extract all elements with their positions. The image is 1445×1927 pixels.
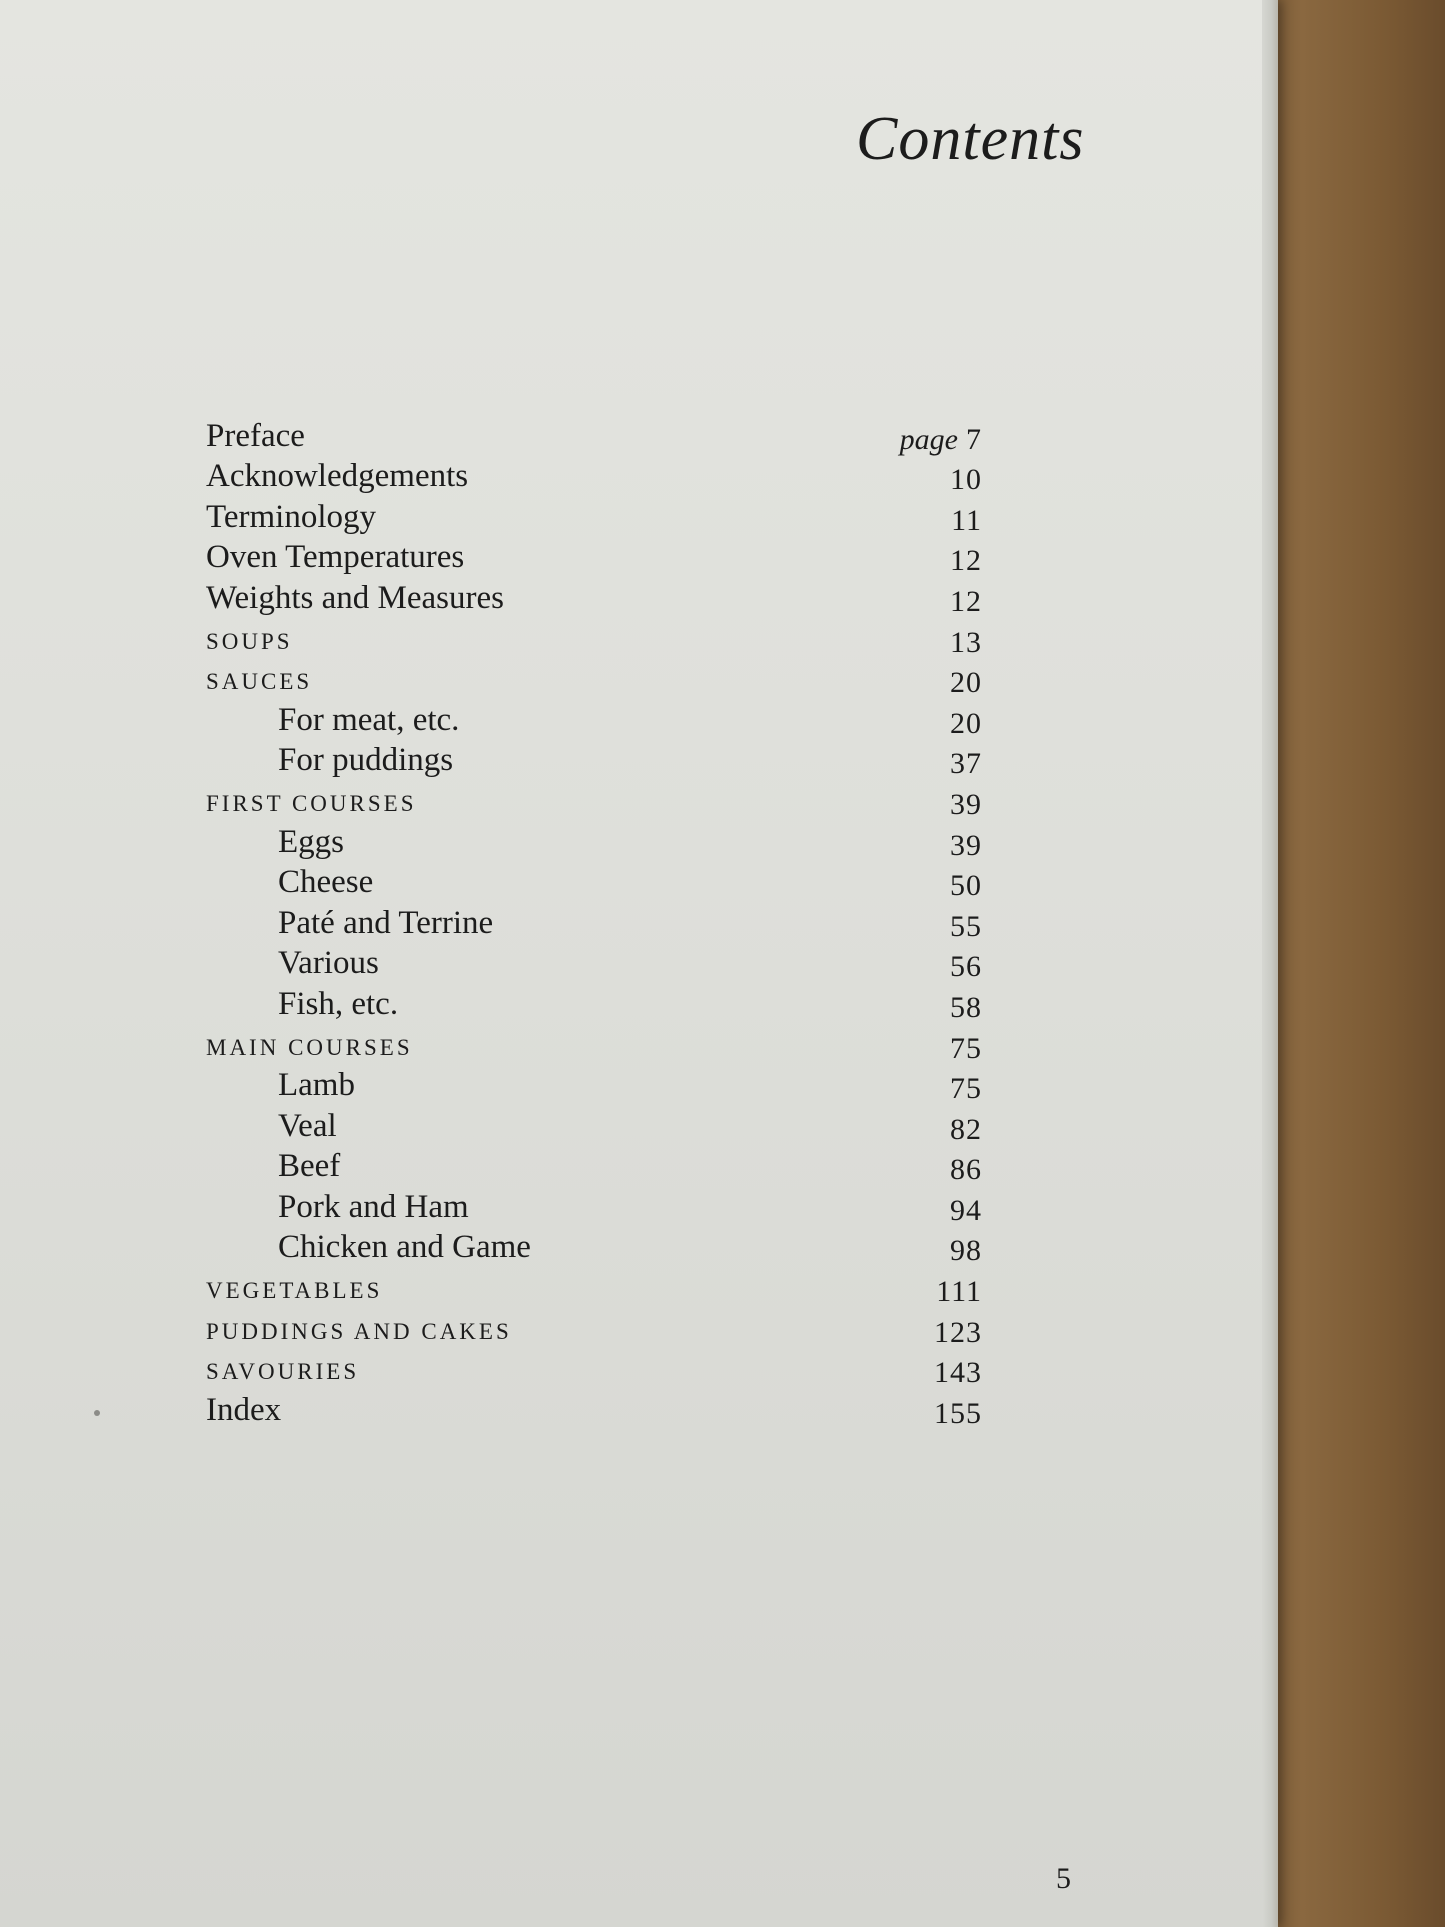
toc-sub — [206, 1188, 982, 1232]
page-value: 94 — [950, 1193, 982, 1227]
toc-entry — [206, 417, 982, 461]
toc-page-number — [950, 829, 982, 863]
page-value: 55 — [950, 909, 982, 943]
page-value: 12 — [950, 584, 982, 618]
toc-label: Terminology — [206, 498, 376, 535]
page-value: 39 — [950, 828, 982, 862]
toc-section — [206, 1029, 982, 1070]
toc-label: SAUCES — [206, 669, 313, 695]
page-value: 39 — [950, 787, 982, 821]
page-value: 143 — [934, 1356, 982, 1390]
toc-page-number — [900, 423, 982, 457]
page-value: 50 — [950, 869, 982, 903]
toc-page-number — [950, 950, 982, 984]
page-value: 37 — [950, 747, 982, 781]
toc-page-number — [950, 626, 982, 660]
toc-sub — [206, 864, 982, 908]
page-value: 7 — [966, 422, 982, 456]
toc-label: MAIN COURSES — [206, 1034, 413, 1060]
page-value: 58 — [950, 990, 982, 1024]
toc-page-number — [951, 504, 982, 538]
toc-label: Acknowledgements — [206, 458, 469, 495]
toc-page-number — [950, 1234, 982, 1268]
toc-section — [206, 1313, 982, 1354]
toc-page-number — [934, 1397, 982, 1431]
toc-page-number — [950, 1153, 982, 1187]
toc-sub — [206, 823, 982, 867]
toc-label: PUDDINGS AND CAKES — [206, 1318, 512, 1344]
toc-section — [206, 1354, 982, 1395]
page-number: 5 — [1056, 1862, 1071, 1895]
toc-page-number — [936, 1275, 982, 1309]
toc-section — [206, 664, 982, 705]
toc-page-number — [950, 544, 982, 578]
page-title: Contents — [856, 105, 1085, 173]
toc-page-number — [950, 585, 982, 619]
toc-sub — [206, 904, 982, 948]
page-value: 98 — [950, 1234, 982, 1268]
toc-label: Cheese — [278, 864, 374, 901]
toc-label: Index — [206, 1391, 282, 1428]
toc-page-number — [934, 1356, 982, 1390]
page-value: 75 — [950, 1031, 982, 1065]
toc-label: Lamb — [278, 1067, 355, 1104]
toc-section — [206, 623, 982, 664]
toc-page-number — [950, 747, 982, 781]
page-value: 86 — [950, 1153, 982, 1187]
toc-sub — [206, 945, 982, 989]
toc-entry — [206, 458, 982, 502]
toc-section — [206, 785, 982, 826]
toc-label: Various — [278, 945, 379, 982]
toc-label: Beef — [278, 1148, 341, 1185]
toc-label: Pork and Ham — [278, 1188, 469, 1225]
toc-sub — [206, 1148, 982, 1192]
toc-entry — [206, 498, 982, 542]
toc-label: FIRST COURSES — [206, 790, 417, 816]
toc-page-number — [950, 1194, 982, 1228]
toc-entry — [206, 1391, 982, 1435]
toc-sub — [206, 742, 982, 786]
page-value: 12 — [950, 544, 982, 578]
page-value: 123 — [934, 1315, 982, 1349]
toc-label: SOUPS — [206, 628, 293, 654]
toc-label: VEGETABLES — [206, 1278, 383, 1304]
page-prefix: page — [899, 422, 958, 456]
paper-speck — [94, 1410, 100, 1416]
page-value: 20 — [950, 666, 982, 700]
toc-entry — [206, 539, 982, 583]
toc-page-number — [950, 788, 982, 822]
page-edge — [1262, 0, 1278, 1927]
toc-label: Chicken and Game — [278, 1229, 531, 1266]
page-value: 75 — [950, 1072, 982, 1106]
toc-page-number — [950, 869, 982, 903]
page-value: 56 — [950, 950, 982, 984]
toc-page-number — [950, 910, 982, 944]
toc-sub — [206, 701, 982, 745]
toc-page-number — [950, 463, 982, 497]
toc-label: Veal — [278, 1107, 337, 1144]
toc-label: SAVOURIES — [206, 1359, 360, 1385]
page-value: 13 — [950, 625, 982, 659]
toc-sub — [206, 1107, 982, 1151]
table-of-contents — [206, 417, 982, 1435]
page-value: 82 — [950, 1112, 982, 1146]
toc-label: Eggs — [278, 823, 344, 860]
toc-page-number — [950, 1113, 982, 1147]
page-value: 20 — [950, 706, 982, 740]
toc-sub — [206, 1067, 982, 1111]
toc-label: For puddings — [278, 742, 454, 779]
toc-page-number — [950, 991, 982, 1025]
toc-page-number — [950, 1072, 982, 1106]
toc-label: Paté and Terrine — [278, 904, 494, 941]
toc-label: Fish, etc. — [278, 985, 399, 1022]
page-value: 155 — [934, 1396, 982, 1430]
toc-label: For meat, etc. — [278, 701, 460, 738]
page-value: 10 — [950, 463, 982, 497]
toc-sub — [206, 985, 982, 1029]
toc-page-number — [950, 1032, 982, 1066]
toc-label: Weights and Measures — [206, 579, 504, 616]
toc-sub — [206, 1229, 982, 1273]
toc-page-number — [950, 666, 982, 700]
toc-page-number — [934, 1316, 982, 1350]
page-value: 11 — [951, 503, 982, 537]
toc-label: Oven Temperatures — [206, 539, 465, 576]
page-value: 111 — [936, 1275, 982, 1309]
toc-entry — [206, 579, 982, 623]
toc-page-number — [950, 707, 982, 741]
toc-label: Preface — [206, 417, 305, 454]
toc-section — [206, 1272, 982, 1313]
